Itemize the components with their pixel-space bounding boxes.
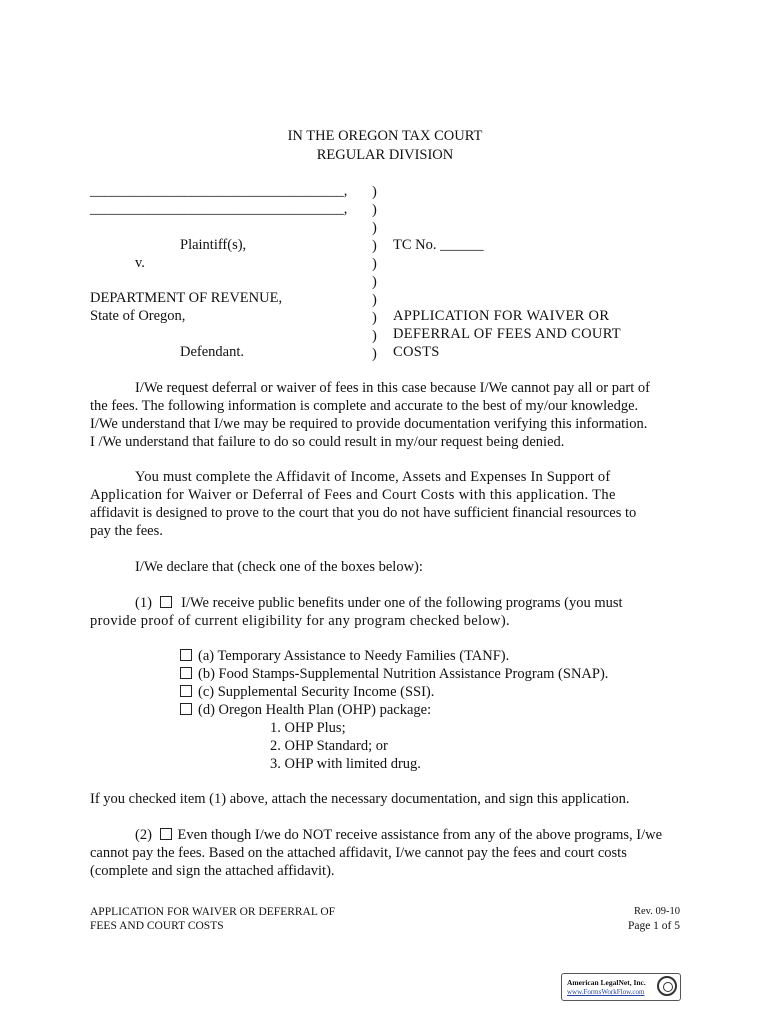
plaintiff-name-line-2: ___________________________________, [90,201,348,217]
option-2-checkbox[interactable] [160,828,172,840]
program-item-ssi [180,683,434,701]
paragraph-1-line-4: I /We understand that failure to do so could result in my/our request being denied. [90,434,565,450]
program-checkbox-ssi[interactable] [180,685,192,697]
footer-title-line-1: APPLICATION FOR WAIVER OR DEFERRAL OF [90,906,336,918]
court-division: REGULAR DIVISION [316,147,454,163]
option-1-checkbox[interactable] [160,596,172,608]
paragraph-2-line-3: affidavit is designed to prove to the court that you do not have sufficient financial resources to [90,505,637,521]
defendant-state: State of Oregon, [90,308,186,324]
program-item-tanf [180,647,509,665]
defendant-label: Defendant. [180,344,245,360]
program-item-ohp [180,701,431,719]
footer-title-line-2: FEES AND COURT COSTS [90,920,224,932]
caption-paren: ) [372,256,377,272]
plaintiff-label: Plaintiff(s), [180,237,247,253]
defendant-name: DEPARTMENT OF REVENUE, [90,290,283,306]
caption-paren: ) [372,274,377,290]
ohp-option-standard: 2. OHP Standard; or [270,738,388,754]
paragraph-2-line-1: You must complete the Affidavit of Income, Assets and Expenses In Support of [135,469,611,485]
option-2-line-2: cannot pay the fees. Based on the attached affidavit, I/we cannot pay the fees and court costs [90,845,627,861]
option-1-line-1 [135,594,623,612]
document-title-line-2: DEFERRAL OF FEES AND COURT [393,326,621,342]
tc-number: TC No. ______ [393,237,484,253]
ohp-option-plus: 1. OHP Plus; [270,720,346,736]
program-label: (b) Food Stamps-Supplemental Nutrition Assistance Program (SNAP). [198,666,609,682]
logo-website-link[interactable]: www.FormsWorkFlow.com [567,988,645,996]
option-1-line-2: provide proof of current eligibility for any program checked below). [90,613,510,629]
versus-label: v. [135,255,145,271]
option-2-line-3: (complete and sign the attached affidavit). [90,863,335,879]
checked-item-note: If you checked item (1) above, attach the necessary documentation, and sign this application. [90,791,630,807]
caption-paren: ) [372,346,377,362]
option-1-number: (1) [135,595,152,611]
program-checkbox-snap[interactable] [180,667,192,679]
program-label: (a) Temporary Assistance to Needy Families (TANF). [198,648,510,664]
caption-paren: ) [372,328,377,344]
program-label: (c) Supplemental Security Income (SSI). [198,684,435,700]
caption-paren-column [372,183,377,363]
ohp-option-limited-drug: 3. OHP with limited drug. [270,756,421,772]
option-2-text: Even though I/we do NOT receive assistance from any of the above programs, I/we [177,827,663,843]
caption-paren: ) [372,238,377,254]
caption-paren: ) [372,220,377,236]
document-title-line-1: APPLICATION FOR WAIVER OR [393,308,610,324]
option-1-text: I/We receive public benefits under one of the following programs (you must [181,595,623,611]
caption-paren: ) [372,184,377,200]
paragraph-1-line-1: I/We request deferral or waiver of fees in this case because I/We cannot pay all or part of [135,380,650,396]
paragraph-1-line-3: I/We understand that I/we may be required to provide documentation verifying this information. [90,416,648,432]
seal-icon [657,976,677,996]
option-2-line-1 [135,826,662,844]
plaintiff-name-line-1: ___________________________________, [90,183,348,199]
program-checkbox-tanf[interactable] [180,649,192,661]
declaration-text: I/We declare that (check one of the boxes below): [135,559,423,575]
court-title: IN THE OREGON TAX COURT [287,128,483,144]
paragraph-2-line-2: Application for Waiver or Deferral of Fees and Court Costs with this application. The [90,487,616,503]
option-2-number: (2) [135,827,152,843]
revision-label: Rev. 09-10 [634,906,680,917]
american-legalnet-logo [561,973,681,1001]
document-title-line-3: COSTS [393,344,440,360]
paragraph-1-line-2: the fees. The following information is complete and accurate to the best of my/our knowledge. [90,398,639,414]
paragraph-2-line-4: pay the fees. [90,523,163,539]
program-item-snap [180,665,608,683]
program-checkbox-ohp[interactable] [180,703,192,715]
caption-paren: ) [372,202,377,218]
logo-company-name: American LegalNet, Inc. [567,978,646,987]
page-number: Page 1 of 5 [627,920,680,932]
caption-paren: ) [372,292,377,308]
caption-paren: ) [372,310,377,326]
program-label: (d) Oregon Health Plan (OHP) package: [198,702,432,718]
